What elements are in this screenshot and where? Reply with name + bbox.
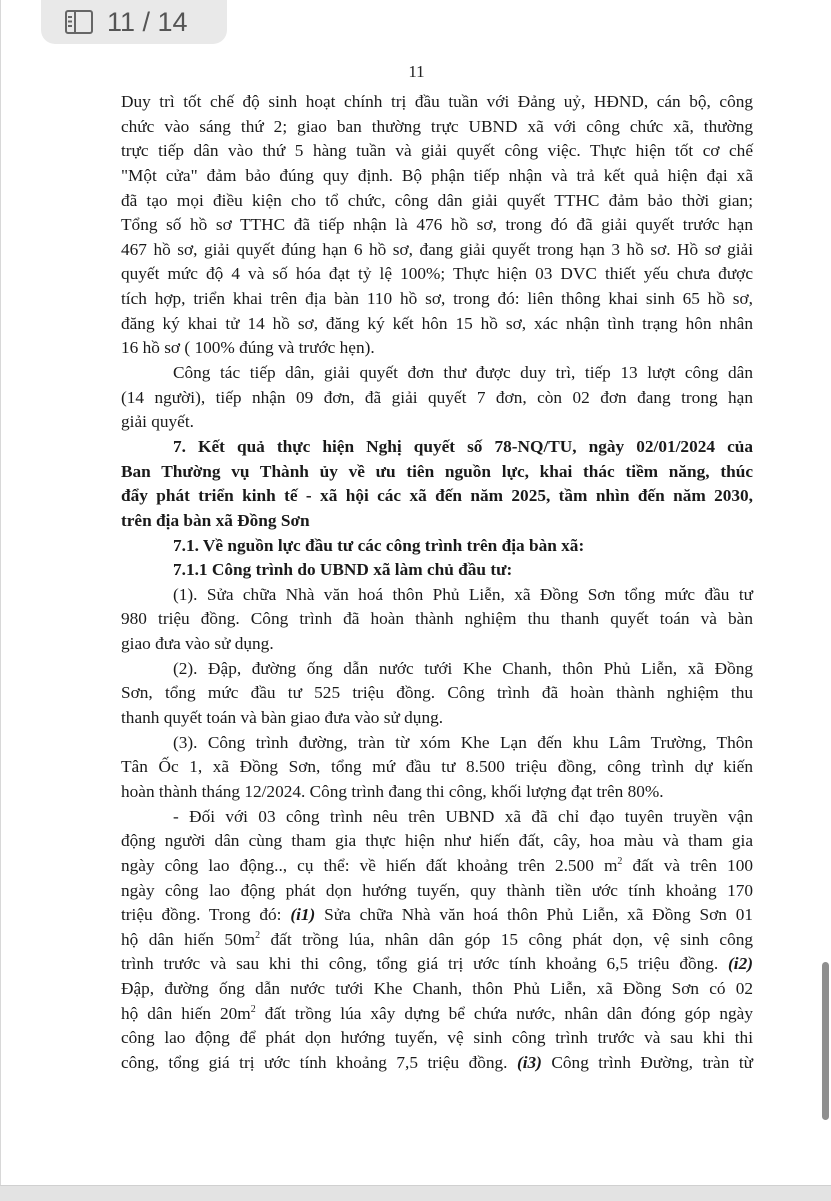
- text-fragment: Công trình Đường, tràn từ: [541, 1052, 753, 1072]
- text-fragment: trình trước và sau khi thi công, tổng giá trị ước tính khoảng 6,5 triệu đồng.: [121, 954, 729, 974]
- text-fragment: đất trồng lúa xây dựng bể chứa nước, nhân dân đóng góp ngày: [255, 1003, 753, 1023]
- text-line: [121, 1051, 753, 1076]
- text-line: Công tác tiếp dân, giải quyết đơn thư được duy trì, tiếp 13 lượt công dân: [173, 363, 753, 383]
- text-line: đã tạo mọi điều kiện cho tổ chức, công dân giải quyết TTHC đảm bảo thời gian;: [121, 190, 753, 210]
- section-heading: 7. Kết quả thực hiện Nghị quyết số 78-NQ/TU, ngày 02/01/2024 của: [173, 436, 753, 456]
- text-line: Duy trì tốt chế độ sinh hoạt chính trị đầu tuần với Đảng uỷ, HĐND, cán bộ, công: [121, 92, 753, 111]
- text-line: động người dân cùng tham gia thực hiện như hiến đất, cây, hoa màu và tham gia: [121, 831, 753, 851]
- document-body: [121, 90, 753, 1076]
- item-marker: (i2): [728, 954, 753, 974]
- text-line: 16 hồ sơ ( 100% đúng và trước hẹn).: [121, 338, 375, 358]
- item-marker: (i3): [516, 1052, 542, 1072]
- text-line: 980 triệu đồng. Công trình đã hoàn thành nghiệm thu thanh quyết toán và bàn: [121, 609, 753, 629]
- superscript: 2: [255, 930, 261, 942]
- text-line: giải quyết.: [121, 412, 194, 432]
- text-line: [121, 903, 753, 928]
- text-line: "Một cửa" đảm bảo đúng quy định. Bộ phận tiếp nhận và trả kết quả hiện đại xã: [121, 165, 753, 185]
- text-line: [121, 1002, 753, 1027]
- text-fragment: ngày công lao động.., cụ thể: về hiến đất khoảng trên 2.500 m: [121, 855, 618, 875]
- page-number: 11: [408, 62, 425, 81]
- text-line: Tân Ốc 1, xã Đồng Sơn, tổng mứ đầu tư 8.500 triệu đồng, công trình dự kiến: [121, 757, 753, 777]
- page-indicator-label: 11 / 14: [107, 6, 188, 37]
- text-fragment: đất trồng lúa, nhân dân góp 15 công phát dọn, vệ sinh công: [260, 929, 753, 949]
- text-line: Đập, đường ống dẫn nước tưới Khe Chanh, thôn Phủ Liễn, xã Đồng Sơn có 02: [121, 979, 753, 999]
- text-fragment: hộ dân hiến 20m: [121, 1003, 251, 1023]
- text-line: Tổng số hồ sơ TTHC đã tiếp nhận là 476 hồ sơ, trong đó đã giải quyết trước hạn: [121, 215, 753, 235]
- text-fragment: công, tổng giá trị ước tính khoảng 7,5 triệu đồng.: [121, 1052, 517, 1072]
- scrollbar-thumb[interactable]: [822, 962, 829, 1120]
- subsection-heading: 7.1.1 Công trình do UBND xã làm chủ đầu tư:: [173, 560, 513, 580]
- text-line: chức vào sáng thứ 2; giao ban thường trực UBND xã với công chức xã, thường: [121, 116, 753, 136]
- superscript: 2: [617, 856, 623, 868]
- text-line: tích hợp, triển khai trên địa bàn 110 hồ sơ, trong đó: liên thông khai sinh 65 hồ sơ,: [121, 289, 753, 309]
- text-line: giao đưa vào sử dụng.: [121, 634, 274, 654]
- text-line: (3). Công trình đường, tràn từ xóm Khe Lạn đến khu Lâm Trường, Thôn: [173, 732, 753, 752]
- section-heading: đẩy phát triển kinh tế - xã hội các xã đến năm 2025, tầm nhìn đến năm 2030,: [121, 486, 753, 506]
- page-indicator[interactable]: [41, 0, 227, 44]
- text-fragment: hộ dân hiến 50m: [121, 929, 256, 949]
- text-line: Sơn, tổng mức đầu tư 525 triệu đồng. Công trình đã hoàn thành nghiệm thu: [121, 683, 753, 703]
- text-line: (2). Đập, đường ống dẫn nước tưới Khe Chanh, thôn Phủ Liễn, xã Đồng: [173, 658, 753, 678]
- text-fragment: Sửa chữa Nhà văn hoá thôn Phủ Liễn, xã Đồng Sơn 01: [315, 905, 753, 925]
- superscript: 2: [250, 1003, 256, 1015]
- text-fragment: đất và trên 100: [632, 855, 753, 875]
- next-page-edge: [0, 1185, 831, 1201]
- section-heading: Ban Thường vụ Thành ủy về ưu tiên nguồn lực, khai thác tiềm năng, thúc: [121, 461, 753, 481]
- text-line: công lao động để phát dọn hướng tuyến, vệ sinh công trình trước và sau khi thi: [121, 1028, 753, 1048]
- text-line: hoàn thành tháng 12/2024. Công trình đang thi công, khối lượng đạt trên 80%.: [121, 781, 664, 801]
- text-line: ngày công lao động phát dọn hướng tuyến, quy thành tiền ước tính khoảng 170: [121, 880, 753, 900]
- text-line: trực tiếp dân vào thứ 5 hàng tuần và giải quyết công việc. Thực hiện tốt cơ chế: [121, 141, 753, 161]
- item-marker: (i1): [290, 905, 316, 925]
- text-line: [121, 952, 753, 977]
- pages-icon: [65, 10, 93, 34]
- text-line: (14 người), tiếp nhận 09 đơn, đã giải quyết 7 đơn, còn 02 đơn đang trong hạn: [121, 387, 753, 407]
- text-line: thanh quyết toán và bàn giao đưa vào sử dụng.: [121, 708, 444, 728]
- text-line: - Đối với 03 công trình nêu trên UBND xã đã chỉ đạo tuyên truyền vận: [173, 806, 753, 826]
- text-line: (1). Sửa chữa Nhà văn hoá thôn Phủ Liễn, xã Đồng Sơn tổng mức đầu tư: [173, 584, 753, 604]
- text-line: [121, 928, 753, 953]
- text-line: quyết mức độ 4 và số hóa đạt tỷ lệ 100%; Thực hiện 03 DVC thiết yếu chưa được: [121, 264, 753, 284]
- text-line: 467 hồ sơ, giải quyết đúng hạn 6 hồ sơ, đang giải quyết trong hạn 3 hồ sơ. Hồ sơ giải: [121, 239, 753, 259]
- text-line: [121, 854, 753, 879]
- text-line: đăng ký khai tử 14 hồ sơ, đăng ký kết hôn 15 hồ sơ, xác nhận tình trạng hôn nhân: [121, 313, 753, 333]
- section-heading: trên địa bàn xã Đồng Sơn: [121, 510, 310, 530]
- subsection-heading: 7.1. Về nguồn lực đầu tư các công trình trên địa bàn xã:: [173, 535, 585, 555]
- text-fragment: triệu đồng. Trong đó:: [121, 905, 291, 925]
